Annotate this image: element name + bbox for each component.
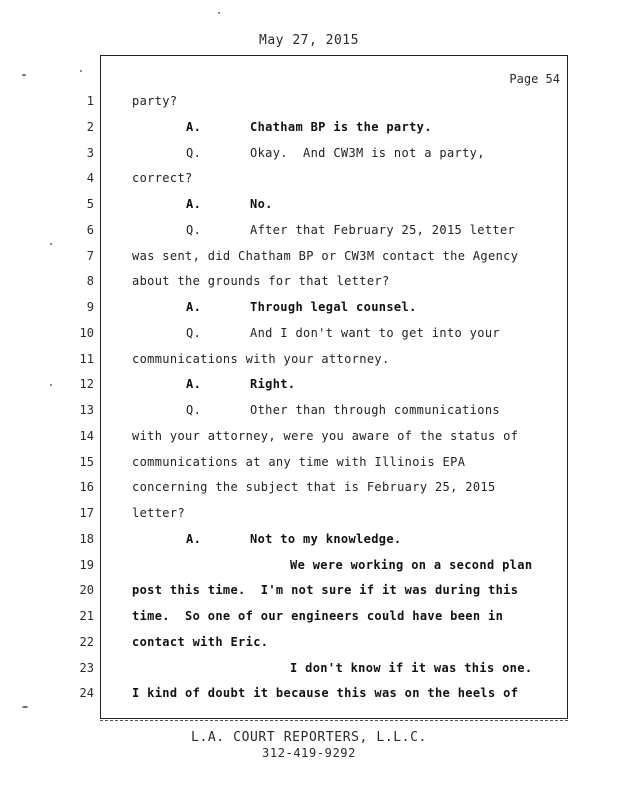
scan-speck	[50, 384, 52, 386]
line-number: 12	[79, 377, 94, 392]
transcript-line	[0, 377, 618, 403]
speaker-label: A.	[186, 197, 202, 211]
transcript-line	[0, 274, 618, 300]
line-text: Chatham BP is the party.	[250, 119, 432, 134]
transcript-line	[0, 146, 618, 172]
speaker-label: Q.	[186, 325, 202, 340]
line-text: No.	[250, 197, 273, 211]
line-text: Through legal counsel.	[250, 300, 417, 314]
line-number: 3	[86, 145, 94, 160]
scan-speck	[80, 70, 82, 72]
line-text: about the grounds for that letter?	[132, 274, 390, 289]
line-number: 23	[79, 660, 94, 675]
line-text: Right.	[250, 377, 296, 392]
transcript-line	[0, 455, 618, 481]
line-text: Other than through communications	[250, 403, 500, 417]
line-number: 14	[79, 428, 94, 443]
line-text: was sent, did Chatham BP or CW3M contact the Agency	[132, 248, 519, 263]
line-number: 16	[79, 480, 94, 495]
transcript-line	[0, 94, 618, 120]
line-number: 22	[79, 634, 94, 649]
transcript-line	[0, 197, 618, 223]
transcript-line	[0, 326, 618, 352]
line-number: 5	[86, 197, 94, 211]
speaker-label: Q.	[186, 222, 202, 237]
line-number: 19	[79, 557, 94, 572]
line-text: time. So one of our engineers could have been in	[132, 609, 504, 623]
line-number: 24	[79, 686, 94, 701]
transcript-line	[0, 403, 618, 429]
transcript-date: May 27, 2015	[259, 33, 359, 48]
line-number: 11	[79, 351, 94, 366]
line-number: 20	[79, 583, 94, 598]
line-text: with your attorney, were you aware of the status of	[132, 428, 519, 443]
transcript-line	[0, 661, 618, 687]
line-number: 6	[86, 222, 94, 237]
transcript-line	[0, 506, 618, 532]
line-text: contact with Eric.	[132, 634, 269, 649]
line-text: Okay. And CW3M is not a party,	[250, 145, 485, 160]
line-number: 10	[79, 325, 94, 340]
transcript-line	[0, 120, 618, 146]
line-text: And I don't want to get into your	[250, 325, 500, 340]
transcript-line	[0, 686, 618, 712]
line-text: letter?	[132, 506, 186, 520]
speaker-label: A.	[186, 300, 202, 314]
scan-speck	[22, 74, 26, 76]
transcript-line	[0, 171, 618, 197]
speaker-label: Q.	[186, 403, 202, 417]
transcript-line	[0, 558, 618, 584]
line-number: 18	[79, 531, 94, 546]
speaker-label: Q.	[186, 145, 202, 160]
line-number: 8	[86, 274, 94, 289]
line-number: 9	[86, 300, 94, 314]
line-text: communications at any time with Illinois EPA	[132, 454, 466, 469]
scan-speck	[218, 12, 220, 14]
line-text: I kind of doubt it because this was on the heels of	[132, 686, 519, 701]
line-number: 17	[79, 506, 94, 520]
transcript-line	[0, 480, 618, 506]
transcript-line	[0, 609, 618, 635]
line-text: communications with your attorney.	[132, 351, 390, 366]
line-number: 4	[86, 171, 94, 186]
line-number: 21	[79, 609, 94, 623]
line-text: concerning the subject that is February 25, 2015	[132, 480, 496, 495]
transcript-line	[0, 300, 618, 326]
line-number: 13	[79, 403, 94, 417]
scan-speck	[22, 706, 28, 708]
line-text: post this time. I'm not sure if it was during this	[132, 583, 519, 598]
line-text: Not to my knowledge.	[250, 531, 402, 546]
line-number: 15	[79, 454, 94, 469]
speaker-label: A.	[186, 377, 202, 392]
line-text: correct?	[132, 171, 193, 186]
transcript-line	[0, 583, 618, 609]
line-number: 2	[86, 119, 94, 134]
court-reporter-name: L.A. COURT REPORTERS, L.L.C.	[191, 730, 427, 745]
court-reporter-phone: 312-419-9292	[262, 746, 356, 760]
transcript-line	[0, 429, 618, 455]
line-text: I don't know if it was this one.	[290, 660, 533, 675]
transcript-line	[0, 249, 618, 275]
transcript-line	[0, 532, 618, 558]
page-number: Page 54	[509, 72, 560, 86]
transcript-line	[0, 223, 618, 249]
speaker-label: A.	[186, 119, 202, 134]
transcript-line	[0, 635, 618, 661]
line-text: After that February 25, 2015 letter	[250, 222, 516, 237]
line-text: We were working on a second plan	[290, 557, 533, 572]
scan-speck	[50, 243, 52, 245]
line-number: 1	[86, 94, 94, 108]
line-number: 7	[86, 248, 94, 263]
speaker-label: A.	[186, 531, 202, 546]
line-text: party?	[132, 94, 178, 108]
transcript-line	[0, 352, 618, 378]
